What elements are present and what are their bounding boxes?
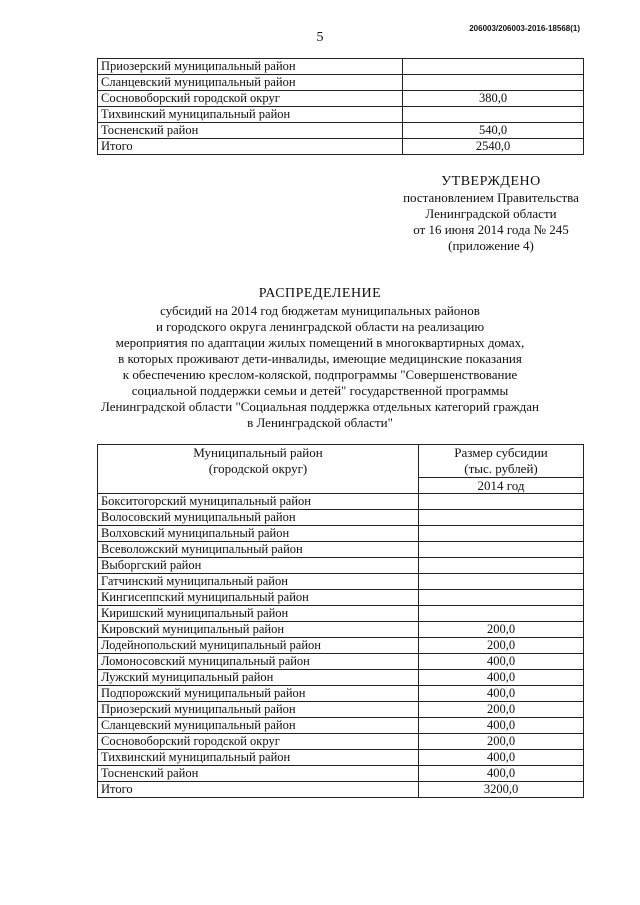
distribution-line: субсидий на 2014 год бюджетам муниципальных районов <box>160 303 480 318</box>
column-header-district: Муниципальный район (городской округ) <box>98 445 419 494</box>
subsidy-value-cell: 400,0 <box>419 670 584 686</box>
table-row <box>98 510 584 526</box>
table-row <box>98 782 584 798</box>
subsidy-value-cell <box>419 494 584 510</box>
table-row <box>98 542 584 558</box>
subsidy-table-continued <box>97 58 584 155</box>
district-name-cell: Бокситогорский муниципальный район <box>98 494 419 510</box>
subsidy-value-cell <box>403 107 584 123</box>
column-header-year: 2014 год <box>419 478 584 494</box>
subsidy-value-cell: 400,0 <box>419 766 584 782</box>
district-name-cell: Лужский муниципальный район <box>98 670 419 686</box>
table-row <box>98 638 584 654</box>
table-row <box>98 654 584 670</box>
table-header-row <box>98 445 584 478</box>
table-row <box>98 139 584 155</box>
table-row <box>98 606 584 622</box>
subsidy-value-cell <box>403 75 584 91</box>
table-row <box>98 123 584 139</box>
subsidy-value-cell <box>419 574 584 590</box>
district-name-cell: Выборгский район <box>98 558 419 574</box>
approval-line: Ленинградской области <box>425 206 557 221</box>
page-number: 5 <box>316 30 324 45</box>
distribution-line: к обеспечению креслом-коляской, подпрограммы "Совершенствование <box>122 367 518 382</box>
district-name-cell: Волховский муниципальный район <box>98 526 419 542</box>
subsidy-value-cell: 400,0 <box>419 686 584 702</box>
subsidy-value-cell: 540,0 <box>403 123 584 139</box>
table-row <box>98 686 584 702</box>
district-name-cell: Кировский муниципальный район <box>98 622 419 638</box>
subsidy-value-cell <box>419 510 584 526</box>
distribution-line: Ленинградской области "Социальная поддержка отдельных категорий граждан <box>101 399 539 414</box>
subsidy-value-cell: 400,0 <box>419 750 584 766</box>
district-name-cell: Сланцевский муниципальный район <box>98 75 403 91</box>
district-name-cell: Кингисеппский муниципальный район <box>98 590 419 606</box>
table-row <box>98 718 584 734</box>
district-name-cell: Приозерский муниципальный район <box>98 59 403 75</box>
subsidy-distribution-table <box>97 444 584 798</box>
district-name-cell: Тосненский район <box>98 766 419 782</box>
table-row <box>98 558 584 574</box>
table-row <box>98 574 584 590</box>
district-name-cell: Волосовский муниципальный район <box>98 510 419 526</box>
subsidy-value-cell <box>419 558 584 574</box>
table-row <box>98 59 584 75</box>
subsidy-value-cell <box>419 542 584 558</box>
document-id: 206003/206003-2016-18568(1) <box>469 24 580 33</box>
approval-title: УТВЕРЖДЕНО <box>441 174 541 189</box>
table-row <box>98 91 584 107</box>
subsidy-value-cell <box>419 606 584 622</box>
table-row <box>98 734 584 750</box>
district-name-cell: Всеволожский муниципальный район <box>98 542 419 558</box>
subsidy-value-cell: 3200,0 <box>419 782 584 798</box>
distribution-line: и городского округа ленинградской области на реализацию <box>155 319 485 334</box>
district-name-cell: Сосновоборский городской округ <box>98 91 403 107</box>
district-name-cell: Киришский муниципальный район <box>98 606 419 622</box>
district-name-cell: Сланцевский муниципальный район <box>98 718 419 734</box>
table-row <box>98 670 584 686</box>
distribution-heading <box>60 286 580 431</box>
subsidy-value-cell: 200,0 <box>419 622 584 638</box>
subsidy-value-cell: 200,0 <box>419 734 584 750</box>
district-name-cell: Гатчинский муниципальный район <box>98 574 419 590</box>
district-name-cell: Итого <box>98 139 403 155</box>
subsidy-value-cell <box>403 59 584 75</box>
subsidy-value-cell: 200,0 <box>419 702 584 718</box>
subsidy-value-cell: 400,0 <box>419 654 584 670</box>
approval-line: постановлением Правительства <box>403 190 579 205</box>
subsidy-value-cell: 400,0 <box>419 718 584 734</box>
district-name-cell: Итого <box>98 782 419 798</box>
district-name-cell: Тосненский район <box>98 123 403 139</box>
district-name-cell: Лодейнопольский муниципальный район <box>98 638 419 654</box>
subsidy-value-cell: 200,0 <box>419 638 584 654</box>
column-header-subsidy: Размер субсидии (тыс. рублей) <box>419 445 584 478</box>
subsidy-value-cell <box>419 590 584 606</box>
district-name-cell: Приозерский муниципальный район <box>98 702 419 718</box>
table-row <box>98 107 584 123</box>
distribution-line: в Ленинградской области" <box>247 415 393 430</box>
approval-line: (приложение 4) <box>448 238 534 253</box>
table-row <box>98 622 584 638</box>
table-row <box>98 590 584 606</box>
approval-block <box>384 174 598 254</box>
district-name-cell: Тихвинский муниципальный район <box>98 107 403 123</box>
district-name-cell: Ломоносовский муниципальный район <box>98 654 419 670</box>
table-row <box>98 750 584 766</box>
subsidy-value-cell <box>419 526 584 542</box>
distribution-line: социальной поддержки семьи и детей" государственной программы <box>131 383 509 398</box>
distribution-line: мероприятия по адаптации жилых помещений в многоквартирных домах, <box>115 335 525 350</box>
subsidy-value-cell: 2540,0 <box>403 139 584 155</box>
district-name-cell: Тихвинский муниципальный район <box>98 750 419 766</box>
district-name-cell: Подпорожский муниципальный район <box>98 686 419 702</box>
table-row <box>98 766 584 782</box>
distribution-line: в которых проживают дети-инвалиды, имеющие медицинские показания <box>118 351 522 366</box>
distribution-title: РАСПРЕДЕЛЕНИЕ <box>258 286 382 301</box>
approval-line: от 16 июня 2014 года № 245 <box>413 222 569 237</box>
subsidy-value-cell: 380,0 <box>403 91 584 107</box>
district-name-cell: Сосновоборский городской округ <box>98 734 419 750</box>
table-row <box>98 702 584 718</box>
table-row <box>98 494 584 510</box>
table-row <box>98 526 584 542</box>
table-row <box>98 75 584 91</box>
